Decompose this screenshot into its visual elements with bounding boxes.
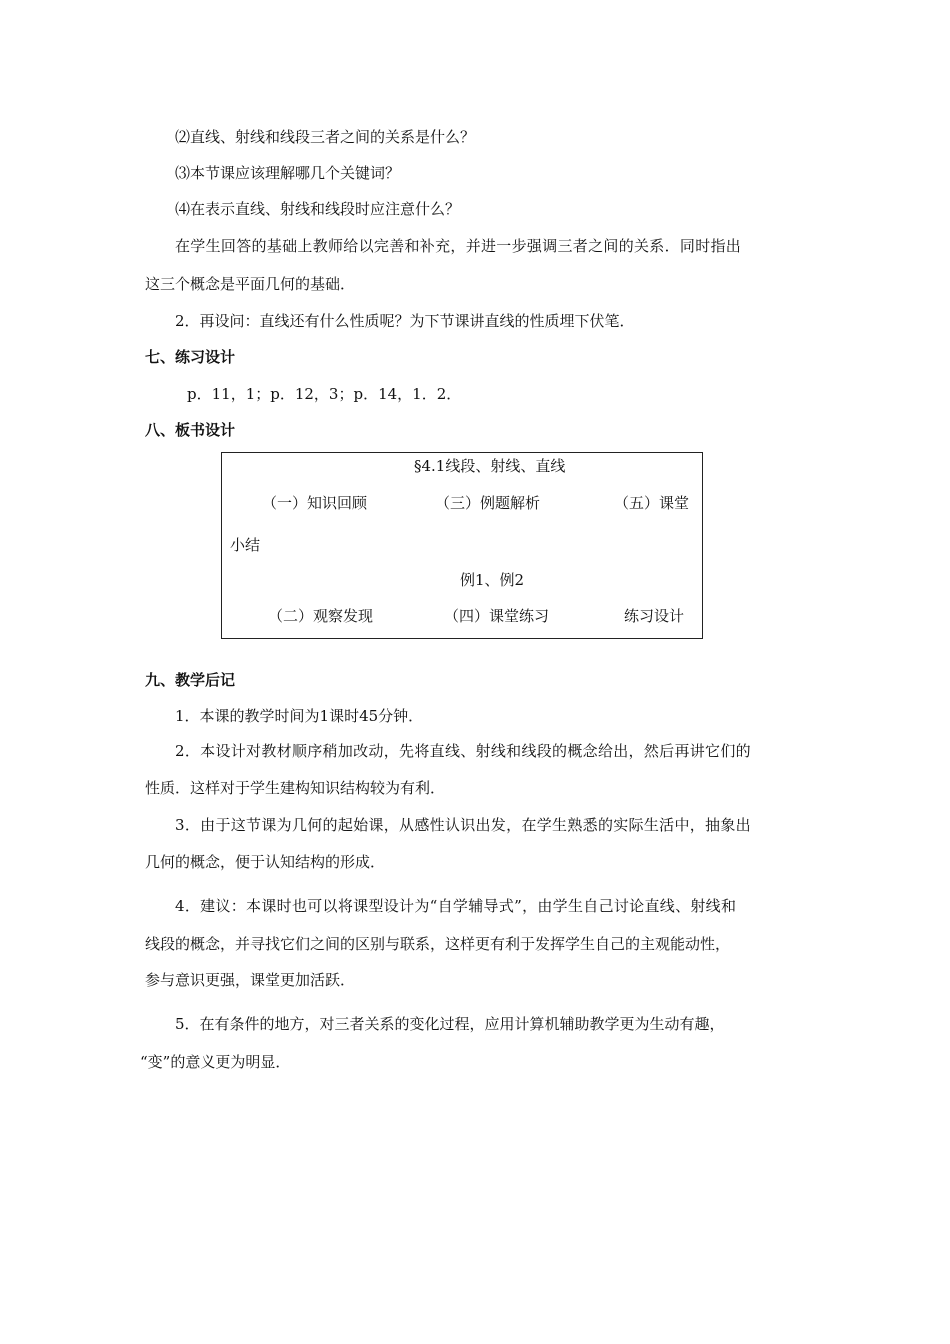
reflection-item-5-line-1: 5．在有条件的地方，对三者关系的变化过程，应用计算机辅助教学更为生动有趣， xyxy=(175,1015,725,1033)
board-exercise: 练习设计 xyxy=(624,607,685,625)
question-2: ⑵直线、射线和线段三者之间的关系是什么？ xyxy=(175,128,476,146)
question-4: ⑷在表示直线、射线和线段时应注意什么？ xyxy=(175,200,461,218)
item-2-question: 2．再设问：直线还有什么性质呢？为下节课讲直线的性质埋下伏笔． xyxy=(175,312,635,330)
reflection-item-5-line-2: “变”的意义更为明显． xyxy=(140,1053,291,1071)
reflection-item-4-line-2: 线段的概念，并寻找它们之间的区别与联系，这样更有利于发挥学生自己的主观能动性， xyxy=(145,935,731,953)
board-part-3: （三）例题解析 xyxy=(435,494,541,512)
board-examples: 例1、例2 xyxy=(460,571,525,589)
board-heading: §4.1线段、射线、直线 xyxy=(414,457,566,475)
reflection-item-4-line-1: 4．建议：本课时也可以将课型设计为“自学辅导式”，由学生自己讨论直线、射线和 xyxy=(175,897,737,915)
board-part-1: （一）知识回顾 xyxy=(262,494,368,512)
board-part-5: （五）课堂 xyxy=(614,494,690,512)
paragraph-1-line-2: 这三个概念是平面几何的基础． xyxy=(145,275,356,293)
question-3: ⑶本节课应该理解哪几个关键词？ xyxy=(175,164,401,182)
board-part-5-continued: 小结 xyxy=(230,536,261,554)
section-8-heading: 八、板书设计 xyxy=(145,421,236,439)
paragraph-1-line-1: 在学生回答的基础上教师给以完善和补充，并进一步强调三者之间的关系．同时指出 xyxy=(175,237,742,255)
section-7-heading: 七、练习设计 xyxy=(145,348,236,366)
blackboard-design-box xyxy=(221,452,703,639)
board-part-2: （二）观察发现 xyxy=(268,607,374,625)
reflection-item-4-line-3: 参与意识更强，课堂更加活跃． xyxy=(145,971,356,989)
section-9-heading: 九、教学后记 xyxy=(145,671,236,689)
reflection-item-1: 1．本课的教学时间为1课时45分钟． xyxy=(175,707,424,725)
reflection-item-3-line-1: 3．由于这节课为几何的起始课，从感性认识出发，在学生熟悉的实际生活中，抽象出 xyxy=(175,816,751,834)
exercise-list: p．11，1；p．12，3；p．14，1．2． xyxy=(187,385,462,403)
reflection-item-2-line-2: 性质．这样对于学生建构知识结构较为有利． xyxy=(145,779,446,797)
reflection-item-2-line-1: 2．本设计对教材顺序稍加改动，先将直线、射线和线段的概念给出，然后再讲它们的 xyxy=(175,742,751,760)
reflection-item-3-line-2: 几何的概念，便于认知结构的形成． xyxy=(145,853,386,871)
board-part-4: （四）课堂练习 xyxy=(444,607,550,625)
